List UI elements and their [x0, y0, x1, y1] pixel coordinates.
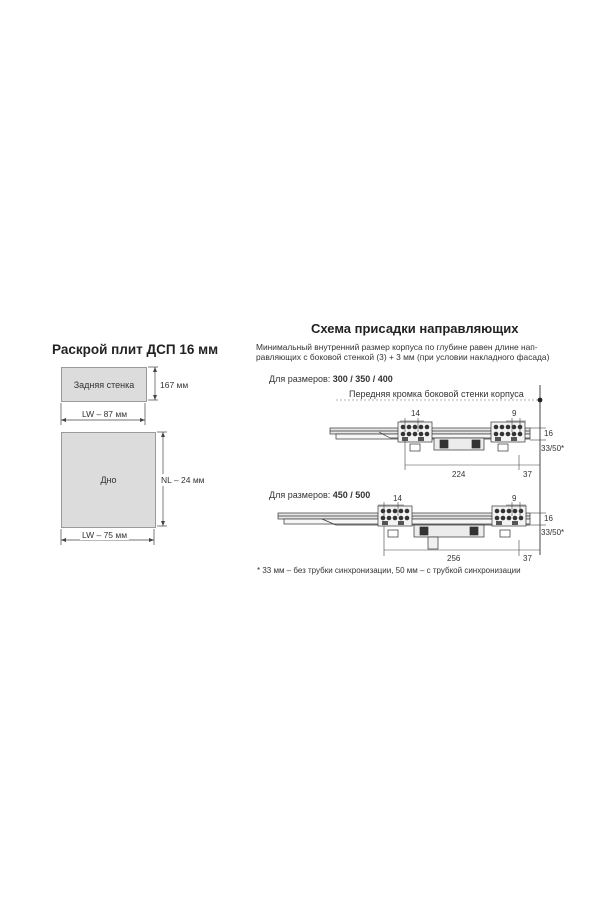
- group-2-clip-left-icon: [378, 506, 412, 526]
- group-1-dim-16: 16: [544, 429, 553, 438]
- group-1-dim-14: 14: [411, 409, 420, 418]
- group-1-dim-9: 9: [512, 409, 517, 418]
- group-2-dim-14: 14: [393, 494, 402, 503]
- group-1-dim-37: 37: [523, 470, 532, 479]
- group-2-sizes: 450 / 500: [332, 490, 371, 500]
- group-1-sizes: 300 / 350 / 400: [332, 374, 393, 384]
- cutting-title: Раскрой плит ДСП 16 мм: [52, 342, 219, 357]
- group-2-clip-right-icon: [492, 506, 526, 526]
- intro-line-1: Минимальный внутренний размер корпуса по глубине равен длине нап-: [256, 342, 538, 352]
- bottom-width-dimension: LW – 75 мм: [82, 530, 128, 540]
- group-1-dim-offset: 33/50*: [541, 444, 565, 453]
- intro-line-2: равляющих с боковой стенкой (3) + 3 мм (при условии накладного фасада): [256, 352, 550, 362]
- scheme-title: Схема присадки направляющих: [311, 321, 519, 336]
- back-height-dimension: 167 мм: [160, 380, 189, 390]
- group-2-dim-base: 256: [447, 554, 461, 563]
- bottom-panel-label: Дно: [100, 475, 117, 485]
- group-2-dim-9: 9: [512, 494, 517, 503]
- back-width-dimension: LW – 87 мм: [82, 409, 128, 419]
- group-2-dim-37: 37: [523, 554, 532, 563]
- back-panel-label: Задняя стенка: [73, 379, 135, 390]
- front-edge-label: Передняя кромка боковой стенки корпуса: [349, 389, 524, 399]
- footnote: * 33 мм – без трубки синхронизации, 50 мм – с трубкой синхронизации: [257, 566, 521, 575]
- group-1-clip-left-icon: [398, 422, 432, 442]
- group-2-label-prefix: Для размеров:: [269, 490, 333, 500]
- group-2-dim-offset: 33/50*: [541, 528, 565, 537]
- group-1-dim-base: 224: [452, 470, 466, 479]
- group-2-dim-16: 16: [544, 514, 553, 523]
- bottom-depth-dimension: NL – 24 мм: [161, 475, 205, 485]
- group-1-label-prefix: Для размеров:: [269, 374, 333, 384]
